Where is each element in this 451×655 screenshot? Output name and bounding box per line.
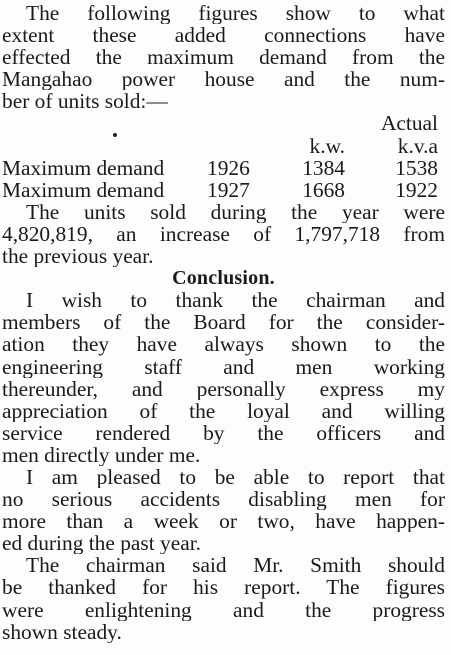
paragraph-units-sold [2,201,445,267]
print-speck [113,133,117,137]
table-cell-label: Maximum demand [2,177,165,202]
text-line: The units sold during the year were [26,200,445,223]
table-cell-year: 1926 [207,155,250,180]
text-line: The following figures show to what [26,2,445,25]
paragraph-figures-intro [2,2,445,112]
text-line: ation they have always shown to the [2,333,445,356]
text-line: service rendered by the officers and [2,421,445,444]
table-row [2,179,445,201]
demand-table [2,112,445,200]
text-line: thereunder, and personally express my [2,377,445,400]
table-header-cell [207,135,267,157]
table-header-kva: k.v.a [397,133,438,158]
table-header-actual: Actual [380,111,438,136]
text-line: be thanked for his report. The figures [2,576,445,599]
table-header-kw: k.w. [309,133,345,158]
table-blank-cell [2,112,207,134]
table-header-cell [2,135,207,157]
text-line: Mangahao power house and the num- [2,68,445,91]
text-line: I wish to thank the chairman and [26,289,445,312]
table-row [2,157,445,179]
table-cell-kva: 1538 [395,155,438,180]
text-line: ber of units sold:— [2,90,168,113]
table-cell-kw: 1384 [302,155,345,180]
paragraph-accidents [2,466,445,554]
text-line: shown steady. [2,620,122,643]
text-line: ed during the past year. [2,532,201,555]
text-line: the previous year. [2,245,154,268]
text-line: 4,820,819, an increase of 1,797,718 from [2,222,445,246]
text-line: men directly under me. [2,443,201,466]
table-blank-cell [207,112,267,134]
table-cell-year: 1927 [207,177,250,202]
section-heading: Conclusion. [172,267,275,290]
text-line: appreciation of the loyal and willing [2,399,445,422]
text-line: The chairman said Mr. Smith should [26,554,445,577]
table-header-group-row [2,112,445,134]
table-cell-kva: 1922 [395,177,438,202]
paragraph-chairman [2,554,445,642]
text-line: extent these added connections have [2,24,445,47]
text-line: more than a week or two, have happen- [2,510,445,533]
text-line: no serious accidents disabling men for [2,488,445,511]
table-blank-cell [267,112,345,134]
text-line: effected the maximum demand from the [2,46,445,69]
table-header-row [2,135,445,157]
text-line: engineering staff and men working [2,355,445,378]
table-cell-kw: 1668 [302,177,345,202]
text-line: members of the Board for the consider- [2,311,445,334]
text-line: were enlightening and the progress [2,598,445,621]
text-line: I am pleased to be able to report that [26,465,445,489]
table-cell-label: Maximum demand [2,155,165,180]
paragraph-thanks [2,289,445,466]
